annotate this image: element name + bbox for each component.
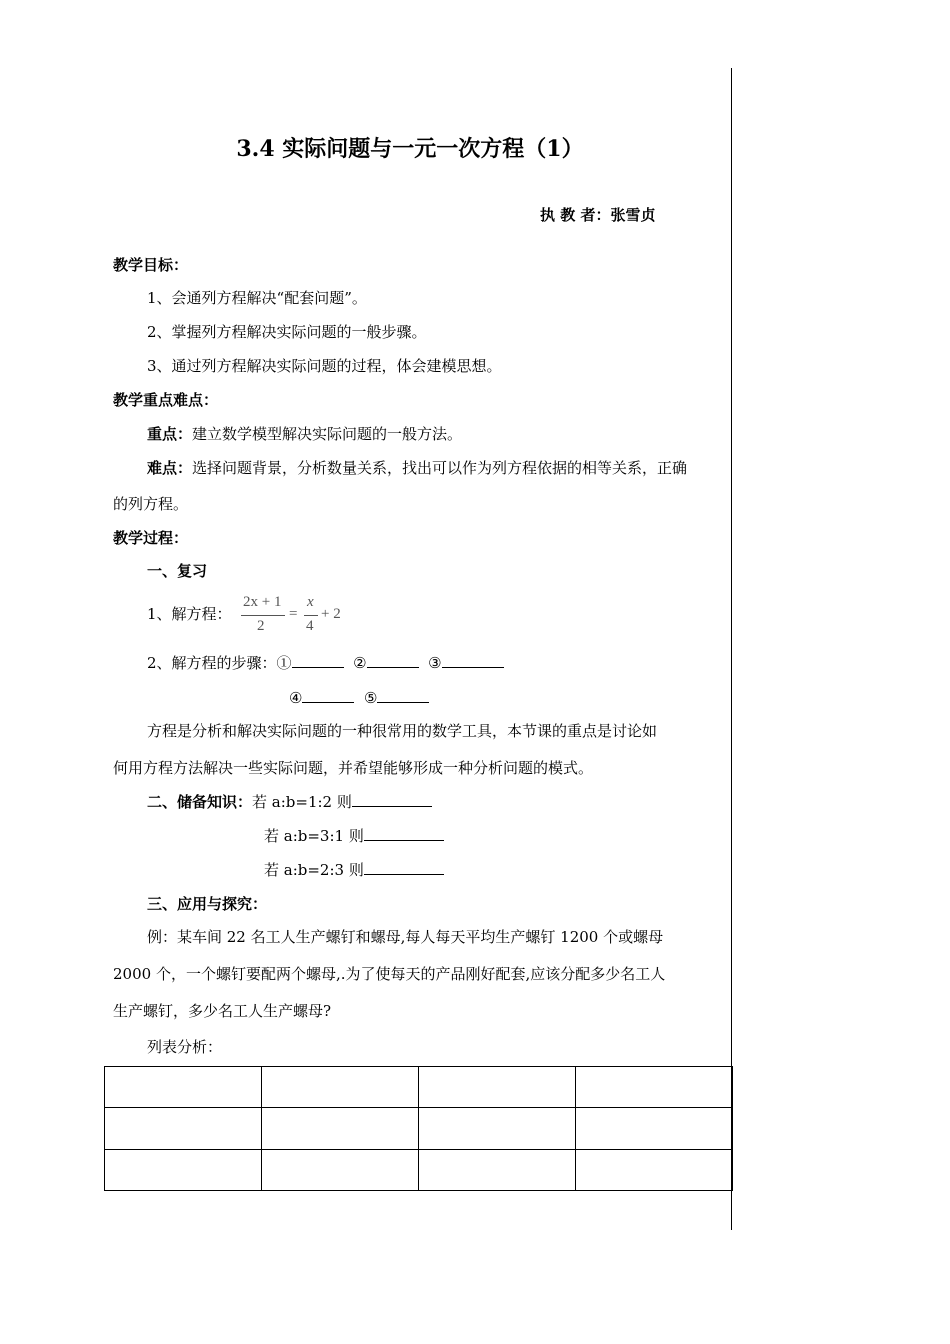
table-cell (105, 1108, 262, 1149)
goal-item: 2、掌握列方程解决实际问题的一般步骤。 (147, 323, 427, 341)
equation-denominator-1: 2 (257, 618, 265, 634)
answer-blank (302, 688, 354, 703)
difficulty-line (147, 458, 687, 478)
prep-heading: 二、储备知识： (147, 793, 253, 811)
answer-blank (352, 792, 432, 807)
prep-item: 若 a:b=2:3 则 (264, 861, 364, 879)
answer-blank (364, 860, 444, 875)
answer-blank (442, 653, 504, 668)
answer-blank (377, 688, 429, 703)
table-row (105, 1067, 733, 1108)
review-heading: 一、复习 (147, 562, 208, 580)
table-cell (262, 1149, 419, 1190)
step-mark: ② (353, 654, 367, 672)
answer-blank (364, 826, 444, 841)
focus-label: 重点： (147, 425, 193, 443)
table-cell (262, 1067, 419, 1108)
focus-line (147, 424, 462, 444)
table-row (105, 1108, 733, 1149)
table-label: 列表分析： (147, 1038, 223, 1056)
table-cell (576, 1149, 733, 1190)
example-text-cont: 2000 个，一个螺钉要配两个螺母,.为了使每天的产品刚好配套,应该分配多少名工人 (113, 965, 666, 983)
goals-heading: 教学目标： (113, 256, 189, 274)
analysis-table (104, 1066, 733, 1191)
key-points-heading: 教学重点难点： (113, 391, 219, 409)
focus-text: 建立数学模型解决实际问题的一般方法。 (192, 425, 463, 443)
equation-denominator-2: 4 (306, 618, 314, 634)
equation-numerator-2: x (307, 594, 314, 610)
answer-blank (367, 653, 419, 668)
review-item-1: 1、解方程： (147, 605, 232, 623)
steps-line-1 (147, 653, 504, 673)
margin-line (731, 68, 732, 1230)
example-text-cont: 生产螺钉，多少名工人生产螺母? (113, 1002, 332, 1020)
table-cell (105, 1149, 262, 1190)
table-cell (419, 1108, 576, 1149)
fraction-bar (304, 615, 318, 616)
equation (241, 594, 351, 640)
apply-heading: 三、应用与探究： (147, 895, 268, 913)
table-cell (105, 1067, 262, 1108)
prep-line-3 (264, 860, 444, 880)
step-mark: ③ (428, 654, 442, 672)
table-cell (419, 1067, 576, 1108)
prep-item: 若 a:b=3:1 则 (264, 827, 364, 845)
equals-sign: = (289, 606, 298, 622)
step-mark: ⑤ (364, 689, 378, 707)
intro-text: 方程是分析和解决实际问题的一种很常用的数学工具，本节课的重点是讨论如 (147, 722, 658, 740)
equation-rest: + 2 (321, 606, 341, 622)
table-cell (262, 1108, 419, 1149)
example-text: 例：某车间 22 名工人生产螺钉和螺母,每人每天平均生产螺钉 1200 个或螺母 (147, 928, 664, 946)
teacher-name: 执 教 者：张雪贞 (540, 206, 656, 224)
steps-label: 2、解方程的步骤： (147, 654, 277, 672)
prep-item: 若 a:b=1:2 则 (252, 793, 352, 811)
table-cell (576, 1067, 733, 1108)
table-cell (419, 1149, 576, 1190)
fraction-bar (241, 615, 285, 616)
answer-blank (292, 653, 344, 668)
prep-line-1 (147, 792, 432, 812)
equation-numerator-1: 2x + 1 (243, 594, 282, 610)
table-row (105, 1149, 733, 1190)
difficulty-label: 难点： (147, 459, 193, 477)
intro-text-cont: 何用方程方法解决一些实际问题，并希望能够形成一种分析问题的模式。 (113, 759, 594, 777)
process-heading: 教学过程： (113, 529, 189, 547)
goal-item: 3、通过列方程解决实际问题的过程，体会建模思想。 (147, 357, 502, 375)
table-cell (576, 1108, 733, 1149)
goal-item: 1、会通列方程解决“配套问题”。 (147, 289, 367, 307)
step-mark: ④ (289, 689, 303, 707)
step-mark: ① (276, 654, 292, 672)
steps-line-2 (289, 688, 429, 708)
prep-line-2 (264, 826, 444, 846)
page-title: 3.4 实际问题与一元一次方程（1） (236, 136, 584, 162)
difficulty-text: 选择问题背景，分析数量关系，找出可以作为列方程依据的相等关系，正确 (192, 459, 688, 477)
difficulty-text-cont: 的列方程。 (113, 495, 189, 513)
